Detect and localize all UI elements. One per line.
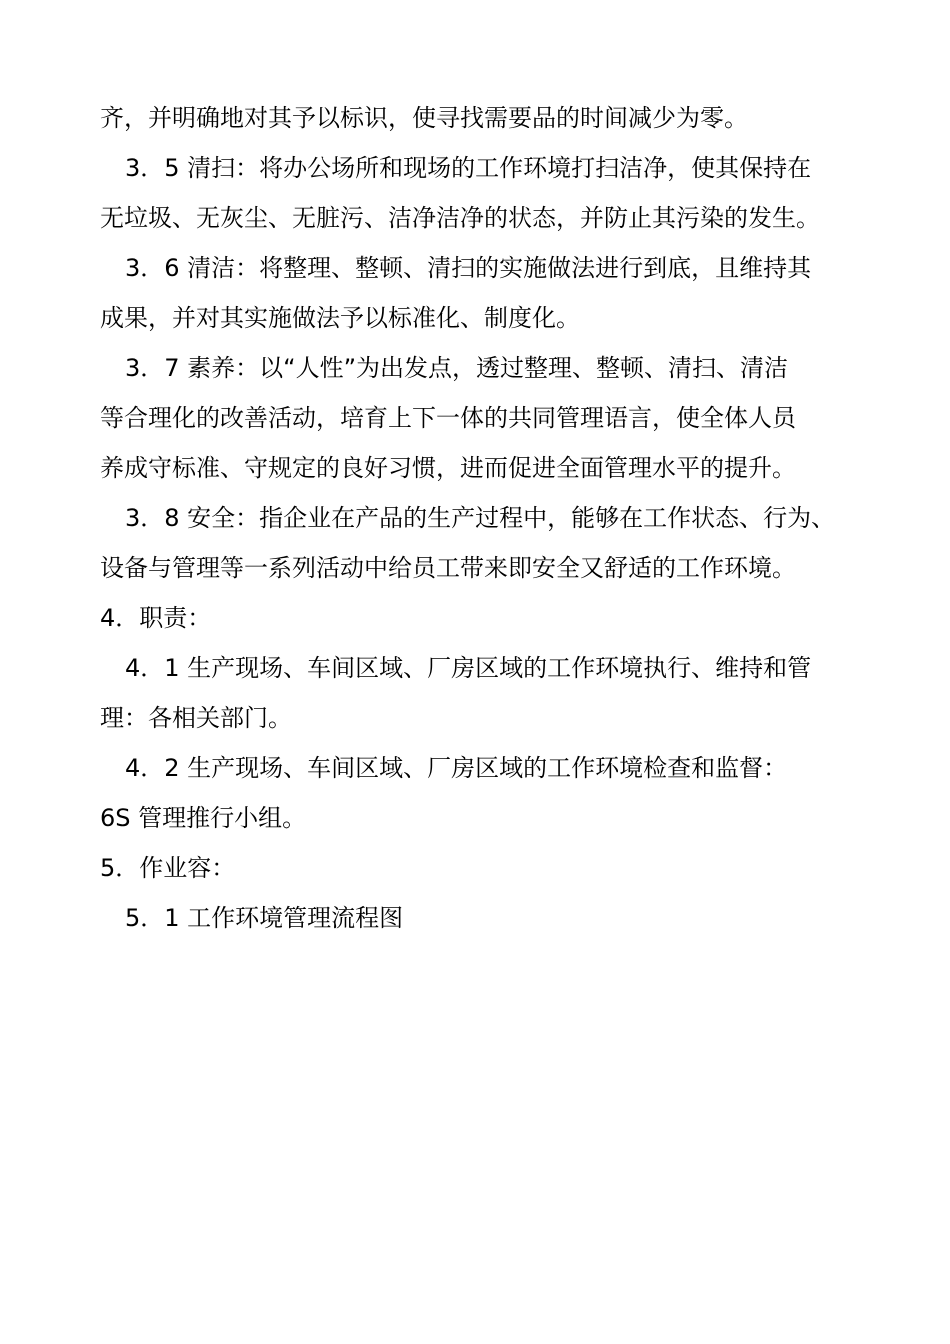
section-4-2-line: 4．2 生产现场、车间区域、厂房区域的工作环境检查和监督：: [125, 754, 788, 782]
section-3-7-line: 3．7 素养：以“人性”为出发点，透过整理、整顿、清扫、清洁: [125, 354, 789, 382]
text-line: 等合理化的改善活动，培育上下一体的共同管理语言，使全体人员: [100, 404, 796, 432]
section-3-8-line: 3．8 安全：指企业在产品的生产过程中，能够在工作状态、行为、: [125, 504, 836, 532]
section-3-5-line: 3．5 清扫：将办公场所和现场的工作环境打扫洁净，使其保持在: [125, 154, 812, 182]
section-4-1-line: 4．1 生产现场、车间区域、厂房区域的工作环境执行、维持和管: [125, 654, 812, 682]
section-5-heading: 5．作业容：: [100, 854, 236, 882]
section-4-heading: 4．职责：: [100, 604, 212, 632]
text-line: 设备与管理等一系列活动中给员工带来即安全又舒适的工作环境。: [100, 554, 796, 582]
text-line: 养成守标准、守规定的良好习惯，进而促进全面管理水平的提升。: [100, 454, 796, 482]
text-line: 理：各相关部门。: [100, 704, 292, 732]
section-3-6-line: 3．6 清洁：将整理、整顿、清扫的实施做法进行到底，且维持其: [125, 254, 812, 282]
text-line: 齐，并明确地对其予以标识，使寻找需要品的时间减少为零。: [100, 104, 748, 132]
text-line: 无垃圾、无灰尘、无脏污、洁净洁净的状态，并防止其污染的发生。: [100, 204, 820, 232]
section-5-1-line: 5．1 工作环境管理流程图: [125, 904, 404, 932]
text-line: 成果，并对其实施做法予以标准化、制度化。: [100, 304, 580, 332]
text-line: 6S 管理推行小组。: [100, 804, 307, 832]
